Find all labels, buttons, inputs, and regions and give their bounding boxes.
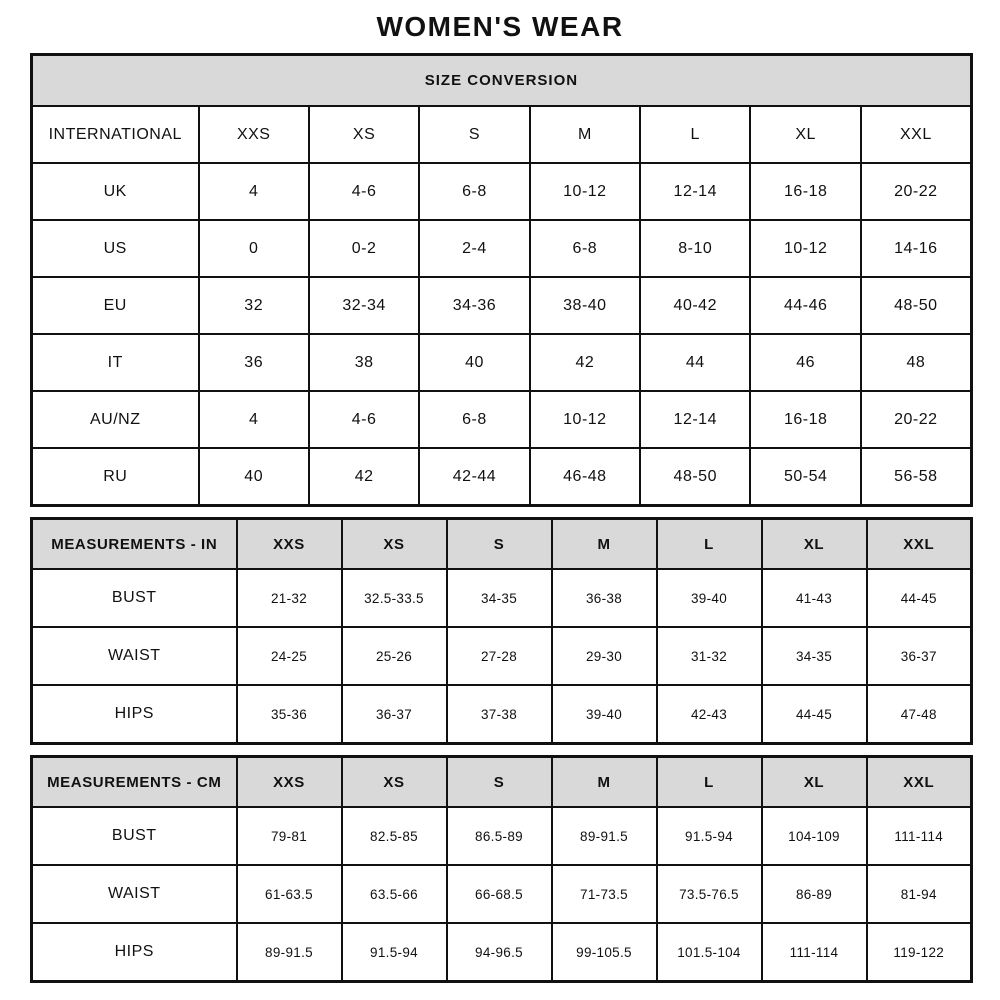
row-label-it: IT bbox=[32, 334, 199, 391]
size-cell: 4 bbox=[199, 163, 309, 220]
column-header-xl: XL bbox=[750, 106, 860, 163]
table-row-hips-in bbox=[32, 685, 972, 744]
measurement-cell: 41-43 bbox=[762, 569, 867, 627]
column-header-xxs: XXS bbox=[199, 106, 309, 163]
row-label-us: US bbox=[32, 220, 199, 277]
size-cell: 34-36 bbox=[419, 277, 529, 334]
size-cell: 16-18 bbox=[750, 391, 860, 448]
measurement-cell: 81-94 bbox=[867, 865, 972, 923]
measurement-cell: 35-36 bbox=[237, 685, 342, 744]
size-cell: 44 bbox=[640, 334, 750, 391]
size-cell: 46-48 bbox=[530, 448, 640, 506]
size-cell: 20-22 bbox=[861, 391, 972, 448]
measurement-cell: 31-32 bbox=[657, 627, 762, 685]
measurement-cell: 111-114 bbox=[867, 807, 972, 865]
measurement-cell: 37-38 bbox=[447, 685, 552, 744]
measurement-cell: 82.5-85 bbox=[342, 807, 447, 865]
size-conversion-table bbox=[30, 53, 973, 507]
measurement-cell: 47-48 bbox=[867, 685, 972, 744]
column-header-xl: XL bbox=[762, 519, 867, 570]
size-cell: 4 bbox=[199, 391, 309, 448]
table-row-bust-cm bbox=[32, 807, 972, 865]
size-cell: 32 bbox=[199, 277, 309, 334]
measurement-cell: 25-26 bbox=[342, 627, 447, 685]
measurement-cell: 89-91.5 bbox=[552, 807, 657, 865]
size-cell: 40 bbox=[419, 334, 529, 391]
table-row-us bbox=[32, 220, 972, 277]
measurement-cell: 79-81 bbox=[237, 807, 342, 865]
column-header-s: S bbox=[419, 106, 529, 163]
table-row-waist-cm bbox=[32, 865, 972, 923]
measurement-cell: 104-109 bbox=[762, 807, 867, 865]
size-cell: 48-50 bbox=[640, 448, 750, 506]
size-cell: 4-6 bbox=[309, 163, 419, 220]
measurement-cell: 21-32 bbox=[237, 569, 342, 627]
size-cell: 10-12 bbox=[530, 163, 640, 220]
table-row-waist-in bbox=[32, 627, 972, 685]
measurement-cell: 27-28 bbox=[447, 627, 552, 685]
size-cell: 6-8 bbox=[419, 391, 529, 448]
measurement-cell: 94-96.5 bbox=[447, 923, 552, 982]
measurement-cell: 24-25 bbox=[237, 627, 342, 685]
measurements-cm-header-row bbox=[32, 757, 972, 808]
measurement-cell: 36-38 bbox=[552, 569, 657, 627]
measurement-cell: 44-45 bbox=[867, 569, 972, 627]
column-header-m: M bbox=[552, 519, 657, 570]
table-row-eu bbox=[32, 277, 972, 334]
column-header-s: S bbox=[447, 519, 552, 570]
measurements-in-header-row bbox=[32, 519, 972, 570]
size-cell: 4-6 bbox=[309, 391, 419, 448]
size-cell: 44-46 bbox=[750, 277, 860, 334]
table-row-aunz bbox=[32, 391, 972, 448]
size-cell: 38-40 bbox=[530, 277, 640, 334]
column-header-l: L bbox=[657, 757, 762, 808]
row-label-bust: BUST bbox=[32, 569, 237, 627]
size-cell: 42-44 bbox=[419, 448, 529, 506]
measurements-cm-table bbox=[30, 755, 973, 983]
size-cell: 12-14 bbox=[640, 391, 750, 448]
measurements-cm-title: MEASUREMENTS - CM bbox=[32, 757, 237, 808]
row-label-ru: RU bbox=[32, 448, 199, 506]
size-cell: 48 bbox=[861, 334, 972, 391]
table-row-hips-cm bbox=[32, 923, 972, 982]
row-label-eu: EU bbox=[32, 277, 199, 334]
measurement-cell: 73.5-76.5 bbox=[657, 865, 762, 923]
measurement-cell: 89-91.5 bbox=[237, 923, 342, 982]
row-label-waist: WAIST bbox=[32, 865, 237, 923]
size-cell: 46 bbox=[750, 334, 860, 391]
size-cell: 10-12 bbox=[750, 220, 860, 277]
page-title: WOMEN'S WEAR bbox=[376, 11, 624, 42]
size-cell: 50-54 bbox=[750, 448, 860, 506]
column-header-xxl: XXL bbox=[867, 519, 972, 570]
column-header-xxs: XXS bbox=[237, 519, 342, 570]
column-header-xxl: XXL bbox=[867, 757, 972, 808]
column-header-xs: XS bbox=[342, 519, 447, 570]
size-conversion-title: SIZE CONVERSION bbox=[32, 55, 972, 107]
size-conversion-column-header-row bbox=[32, 106, 972, 163]
size-cell: 16-18 bbox=[750, 163, 860, 220]
measurement-cell: 66-68.5 bbox=[447, 865, 552, 923]
size-cell: 10-12 bbox=[530, 391, 640, 448]
measurement-cell: 36-37 bbox=[342, 685, 447, 744]
column-header-xl: XL bbox=[762, 757, 867, 808]
size-cell: 40-42 bbox=[640, 277, 750, 334]
column-header-m: M bbox=[530, 106, 640, 163]
column-header-l: L bbox=[657, 519, 762, 570]
size-cell: 42 bbox=[309, 448, 419, 506]
measurement-cell: 39-40 bbox=[657, 569, 762, 627]
column-header-l: L bbox=[640, 106, 750, 163]
column-header-xxl: XXL bbox=[861, 106, 972, 163]
size-cell: 8-10 bbox=[640, 220, 750, 277]
measurement-cell: 63.5-66 bbox=[342, 865, 447, 923]
measurement-cell: 101.5-104 bbox=[657, 923, 762, 982]
size-cell: 6-8 bbox=[419, 163, 529, 220]
size-cell: 32-34 bbox=[309, 277, 419, 334]
measurement-cell: 36-37 bbox=[867, 627, 972, 685]
size-cell: 38 bbox=[309, 334, 419, 391]
column-header-international: INTERNATIONAL bbox=[32, 106, 199, 163]
measurement-cell: 119-122 bbox=[867, 923, 972, 982]
size-cell: 56-58 bbox=[861, 448, 972, 506]
row-label-uk: UK bbox=[32, 163, 199, 220]
column-header-xs: XS bbox=[342, 757, 447, 808]
size-conversion-banner-row bbox=[32, 55, 972, 107]
measurement-cell: 111-114 bbox=[762, 923, 867, 982]
size-cell: 40 bbox=[199, 448, 309, 506]
measurement-cell: 29-30 bbox=[552, 627, 657, 685]
measurement-cell: 71-73.5 bbox=[552, 865, 657, 923]
measurement-cell: 86.5-89 bbox=[447, 807, 552, 865]
size-cell: 36 bbox=[199, 334, 309, 391]
row-label-waist: WAIST bbox=[32, 627, 237, 685]
measurement-cell: 34-35 bbox=[762, 627, 867, 685]
measurement-cell: 34-35 bbox=[447, 569, 552, 627]
table-row-bust-in bbox=[32, 569, 972, 627]
size-cell: 0 bbox=[199, 220, 309, 277]
table-row-ru bbox=[32, 448, 972, 506]
size-cell: 12-14 bbox=[640, 163, 750, 220]
size-cell: 48-50 bbox=[861, 277, 972, 334]
measurement-cell: 91.5-94 bbox=[657, 807, 762, 865]
measurement-cell: 44-45 bbox=[762, 685, 867, 744]
table-row-uk bbox=[32, 163, 972, 220]
measurement-cell: 32.5-33.5 bbox=[342, 569, 447, 627]
table-row-it bbox=[32, 334, 972, 391]
measurement-cell: 39-40 bbox=[552, 685, 657, 744]
measurements-in-title: MEASUREMENTS - IN bbox=[32, 519, 237, 570]
column-header-xxs: XXS bbox=[237, 757, 342, 808]
size-guide-page bbox=[30, 0, 970, 983]
row-label-aunz: AU/NZ bbox=[32, 391, 199, 448]
column-header-m: M bbox=[552, 757, 657, 808]
size-cell: 42 bbox=[530, 334, 640, 391]
measurement-cell: 42-43 bbox=[657, 685, 762, 744]
column-header-xs: XS bbox=[309, 106, 419, 163]
measurement-cell: 91.5-94 bbox=[342, 923, 447, 982]
measurement-cell: 61-63.5 bbox=[237, 865, 342, 923]
size-cell: 20-22 bbox=[861, 163, 972, 220]
measurement-cell: 86-89 bbox=[762, 865, 867, 923]
size-cell: 0-2 bbox=[309, 220, 419, 277]
size-cell: 6-8 bbox=[530, 220, 640, 277]
column-header-s: S bbox=[447, 757, 552, 808]
size-cell: 2-4 bbox=[419, 220, 529, 277]
row-label-hips: HIPS bbox=[32, 923, 237, 982]
measurement-cell: 99-105.5 bbox=[552, 923, 657, 982]
size-cell: 14-16 bbox=[861, 220, 972, 277]
measurements-in-table bbox=[30, 517, 973, 745]
row-label-bust: BUST bbox=[32, 807, 237, 865]
row-label-hips: HIPS bbox=[32, 685, 237, 744]
